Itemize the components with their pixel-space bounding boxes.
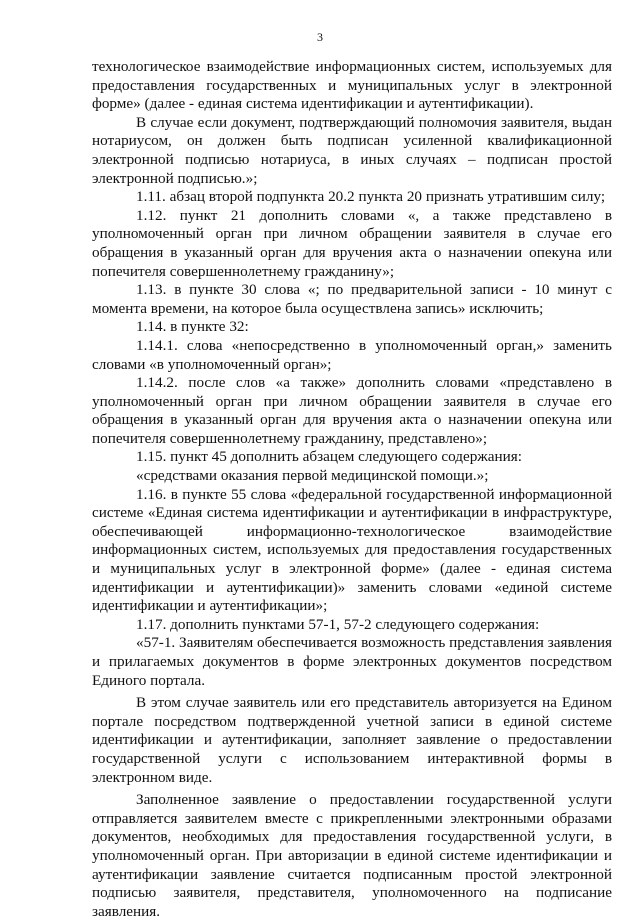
paragraph: В случае если документ, подтверждающий полномочия заявителя, выдан нотариусом, он должен быть подписан усиленной квалификационной электронной подписью нотариуса, в иных случаях – подписан простой электронной подписью.»; [92, 113, 612, 187]
paragraph: 1.14.2. после слов «а также» дополнить словами «представлено в уполномоченный орган при личном обращении заявителя в случае его обращения в указанный орган для вручения акта о назначении опекуна или попечителя совершеннолетнему гражданину, представлено»; [92, 374, 612, 447]
paragraph: 1.16. в пункте 55 слова «федеральной государственной информационной системе «Единая система идентификации и аутентификации в инфраструктуре, обеспечивающей информационно-технологическое взаимодействие информационных систем, используемых для предоставления государственных и муниципальных услуг в электронной форме» (далее - единая система идентификации и аутентификации)» заменить словами «единой системе идентификации и аутентификации»; [92, 485, 612, 615]
paragraph: 1.14.1. слова «непосредственно в уполномоченный орган,» заменить словами «в уполномоченный орган»; [92, 336, 612, 373]
paragraph: 1.12. пункт 21 дополнить словами «, а также представлено в уполномоченный орган при личном обращении заявителя в случае его обращения в указанный орган для вручения акта о назначении опекуна или попечителя совершеннолетнему гражданину»; [92, 206, 612, 280]
paragraph: технологическое взаимодействие информационных систем, используемых для предоставления государственных и муниципальных услуг в электронной форме» (далее - единая система идентификации и аутентификации). [92, 58, 612, 113]
paragraph: «средствами оказания первой медицинской помощи.»; [136, 467, 489, 485]
paragraph: В этом случае заявитель или его представитель авторизуется на Едином портале посредством подтвержденной учетной записи в единой системе идентификации и аутентификации, заполняет заявление о предоставлении государственной услуги с использованием интерактивной формы в электронном виде. [92, 694, 612, 786]
page-number: 3 [317, 30, 323, 44]
paragraph: 1.17. дополнить пунктами 57-1, 57-2 следующего содержания: [136, 615, 540, 633]
paragraph: «57-1. Заявителям обеспечивается возможность представления заявления и прилагаемых документов в форме электронных документов посредством Единого портала. [92, 634, 612, 689]
document-body [92, 58, 612, 921]
paragraph: Заполненное заявление о предоставлении государственной услуги отправляется заявителем вместе с прикрепленными электронными образами документов, необходимых для предоставления государственной услуги, в уполномоченный орган. При авторизации в единой системе идентификации и аутентификации заявление считается подписанным простой электронной подписью заявителя, представителя, уполномоченного на подписание заявления. [92, 791, 612, 920]
paragraph: 1.11. абзац второй подпункта 20.2 пункта 20 признать утратившим силу; [136, 188, 606, 206]
paragraph: 1.15. пункт 45 дополнить абзацем следующего содержания: [136, 448, 522, 466]
paragraph: 1.14. в пункте 32: [136, 318, 249, 336]
paragraph: 1.13. в пункте 30 слова «; по предварительной записи - 10 минут с момента времени, на которое была осуществлена запись» исключить; [92, 281, 612, 317]
